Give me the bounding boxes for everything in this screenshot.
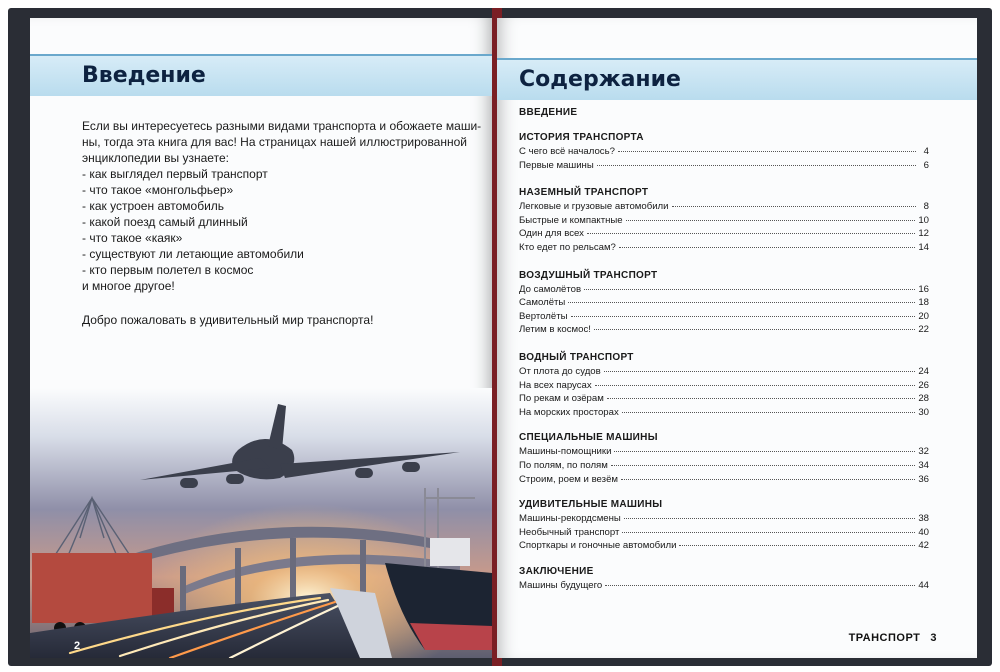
dot-leader [622, 532, 915, 533]
dot-leader [619, 247, 915, 248]
toc-entry-page: 20 [918, 310, 929, 322]
toc-entry[interactable] [519, 365, 929, 379]
toc-entry[interactable] [519, 310, 929, 324]
dot-leader [597, 165, 916, 166]
toc-entry-label: Спорткары и гоночные автомобили [519, 540, 677, 552]
toc-entry-page: 14 [918, 241, 929, 253]
toc-entry-label: Машины будущего [519, 579, 603, 591]
toc-entry-page: 8 [923, 201, 929, 213]
toc-entry-label: Кто едет по рельсам? [519, 241, 616, 253]
toc-section-heading[interactable]: ВОЗДУШНЫЙ ТРАНСПОРТ [519, 269, 658, 281]
toc-entry[interactable] [519, 145, 929, 159]
dot-leader [611, 465, 915, 466]
dot-leader [594, 329, 915, 330]
dot-leader [595, 385, 916, 386]
dot-leader [614, 451, 915, 452]
toc-entry[interactable] [519, 579, 929, 593]
intro-line: и многое другое! [82, 279, 175, 293]
left-title-bar [30, 54, 492, 96]
toc-entry[interactable] [519, 406, 929, 420]
dot-leader [604, 371, 916, 372]
intro-line: - какой поезд самый длинный [82, 215, 248, 229]
dot-leader [571, 316, 916, 317]
toc-entry-label: Вертолёты [519, 310, 568, 322]
toc-entry[interactable] [519, 379, 929, 393]
intro-text [82, 118, 482, 328]
toc-entry[interactable] [519, 526, 929, 540]
toc-entry-page: 28 [918, 393, 929, 405]
intro-line: - как выглядел первый транспорт [82, 167, 268, 181]
toc-entry[interactable] [519, 296, 929, 310]
toc-entry[interactable] [519, 214, 929, 228]
toc-entry-label: Машины-рекордсмены [519, 513, 621, 525]
left-page [30, 18, 492, 658]
intro-line: - что такое «каяк» [82, 231, 183, 245]
dot-leader [587, 233, 915, 234]
toc-entry[interactable] [519, 459, 929, 473]
toc-entry[interactable] [519, 323, 929, 337]
toc-entry[interactable] [519, 200, 929, 214]
right-page [497, 18, 977, 658]
dot-leader [584, 289, 915, 290]
toc-entry-label: На морских просторах [519, 406, 619, 418]
toc-section-heading[interactable]: ЗАКЛЮЧЕНИЕ [519, 565, 594, 577]
toc-entry-page: 6 [923, 159, 929, 171]
transport-photo [30, 388, 492, 658]
toc-entry-page: 32 [918, 446, 929, 458]
toc-entry[interactable] [519, 392, 929, 406]
toc-entry-label: По рекам и озёрам [519, 393, 604, 405]
toc-section [519, 351, 929, 419]
toc-entry-label: Строим, роем и везём [519, 473, 619, 485]
toc-entry-page: 24 [918, 365, 929, 377]
toc-entry[interactable] [519, 473, 929, 487]
toc-section [519, 269, 929, 337]
toc-entry[interactable] [519, 241, 929, 255]
intro-line: - существуют ли летающие автомобили [82, 247, 304, 261]
toc-entry[interactable] [519, 283, 929, 297]
page-title-intro: Введение [82, 63, 206, 88]
toc-section-heading[interactable]: ВОДНЫЙ ТРАНСПОРТ [519, 351, 634, 363]
intro-lines [82, 118, 482, 294]
page-footer [849, 632, 937, 644]
toc-entry[interactable] [519, 227, 929, 241]
toc-entry-page: 26 [918, 379, 929, 391]
dot-leader [607, 398, 916, 399]
toc-section-heading[interactable]: ИСТОРИЯ ТРАНСПОРТА [519, 132, 644, 143]
dot-leader [626, 220, 916, 221]
dot-leader [622, 412, 916, 413]
toc-entry-page: 34 [918, 459, 929, 471]
toc-entry-label: Быстрые и компактные [519, 214, 623, 226]
dot-leader [621, 479, 915, 480]
toc-section [519, 131, 929, 172]
dot-leader [679, 545, 915, 546]
toc-entry-label: На всех парусах [519, 379, 592, 391]
toc-section [519, 498, 929, 553]
dot-leader [624, 518, 916, 519]
toc-entry-label: Летим в космос! [519, 324, 591, 336]
toc-entry-label: До самолётов [519, 283, 582, 295]
toc-entry-page: 10 [918, 214, 929, 226]
toc-entry-label: Самолёты [519, 297, 566, 309]
dot-leader [605, 585, 915, 586]
dot-leader [672, 206, 916, 207]
toc-entry-page: 30 [918, 406, 929, 418]
toc-entry-label: С чего всё началось? [519, 146, 615, 157]
intro-line: - кто первым полетел в космос [82, 263, 254, 277]
intro-line: ны, тогда эта книга для вас! На страницах нашей иллюстрированной [82, 135, 467, 149]
toc-intro-heading[interactable]: ВВЕДЕНИЕ [519, 107, 578, 118]
toc-section [519, 431, 929, 486]
toc-section-heading[interactable]: УДИВИТЕЛЬНЫЕ МАШИНЫ [519, 499, 663, 511]
toc-entry[interactable] [519, 445, 929, 459]
toc-entry[interactable] [519, 539, 929, 553]
toc-entry-page: 12 [918, 228, 929, 240]
toc-entry-label: Первые машины [519, 159, 594, 171]
toc-entry-page: 42 [918, 540, 929, 552]
intro-line: - что такое «монгольфьер» [82, 183, 234, 197]
toc-sections [519, 131, 929, 592]
toc-entry-page: 16 [918, 283, 929, 295]
table-of-contents [519, 106, 929, 592]
footer-label: ТРАНСПОРТ [848, 632, 921, 644]
page-title-contents: Содержание [519, 67, 681, 92]
toc-entry-page: 40 [918, 526, 929, 538]
dot-leader [618, 151, 916, 152]
toc-entry-label: Необычный транспорт [519, 526, 620, 538]
toc-entry-label: По полям, по полям [519, 459, 608, 471]
welcome-line: Добро пожаловать в удивительный мир транспорта! [82, 313, 374, 327]
right-title-bar [497, 58, 977, 100]
toc-entry-page: 22 [918, 324, 929, 336]
toc-entry[interactable] [519, 512, 929, 526]
toc-entry-page: 18 [918, 297, 929, 309]
toc-entry-page: 4 [923, 146, 929, 157]
toc-entry-page: 44 [918, 579, 929, 591]
right-page-number: 3 [930, 632, 937, 644]
toc-section [519, 186, 929, 254]
toc-section-heading[interactable]: НАЗЕМНЫЙ ТРАНСПОРТ [519, 187, 649, 199]
intro-line: энциклопедии вы узнаете: [82, 151, 229, 165]
left-page-number: 2 [74, 640, 81, 652]
intro-line: - как устроен автомобиль [82, 199, 225, 213]
toc-entry-page: 36 [918, 473, 929, 485]
toc-entry[interactable] [519, 159, 929, 173]
intro-line: Если вы интересуетесь разными видами транспорта и обожаете маши- [82, 119, 482, 133]
toc-entry-label: Машины-помощники [519, 446, 612, 458]
toc-entry-label: Один для всех [519, 228, 584, 240]
toc-section [519, 565, 929, 593]
toc-entry-page: 38 [918, 513, 929, 525]
toc-entry-label: Легковые и грузовые автомобили [519, 201, 669, 213]
dot-leader [568, 302, 915, 303]
toc-section-heading[interactable]: СПЕЦИАЛЬНЫЕ МАШИНЫ [519, 432, 658, 444]
toc-entry-label: От плота до судов [519, 365, 601, 377]
